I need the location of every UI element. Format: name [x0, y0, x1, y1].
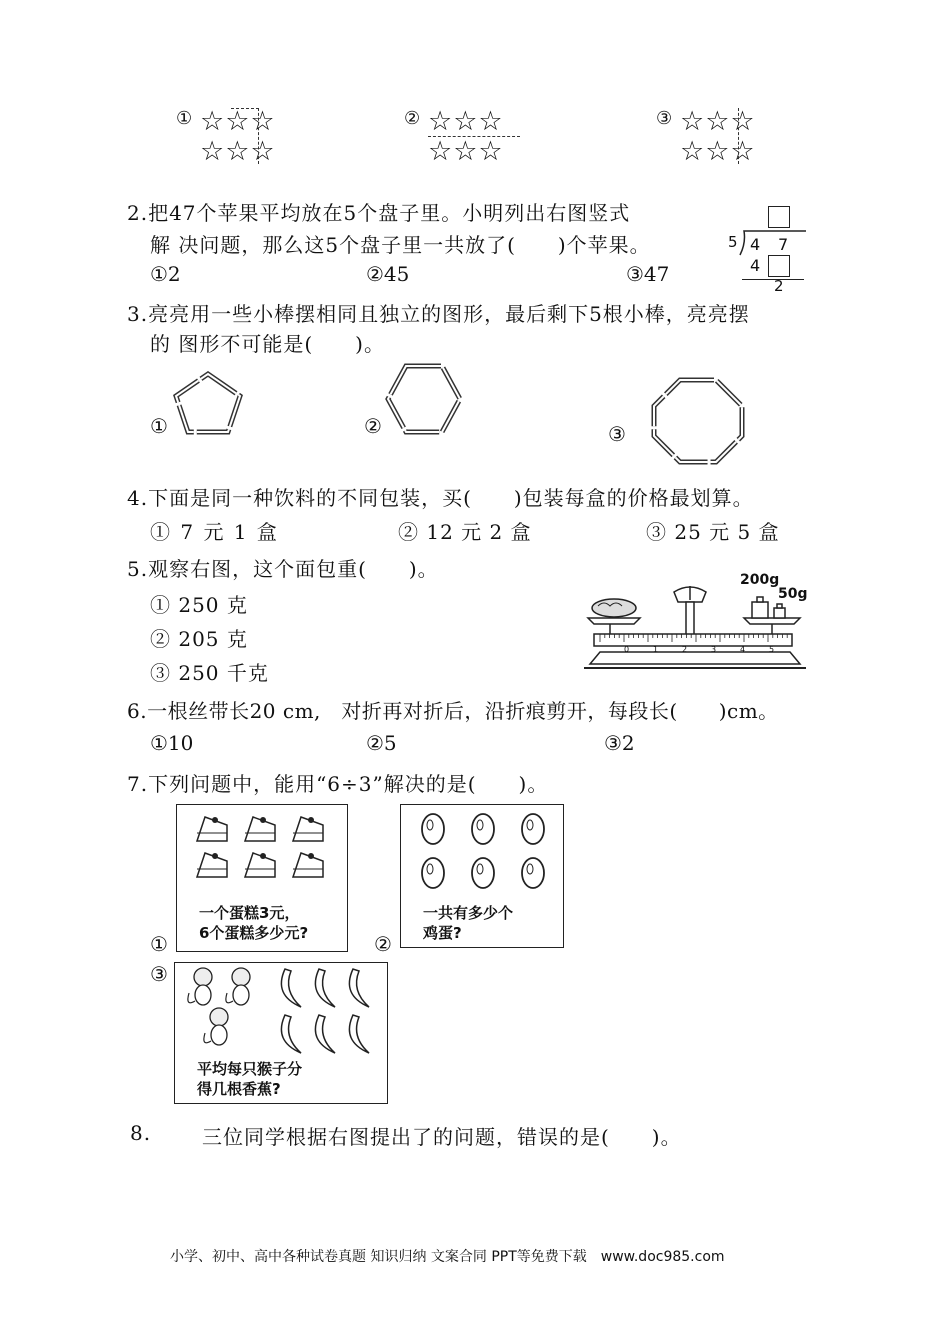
- scale-tick-label-0: 0: [624, 645, 630, 654]
- banana-icon: [281, 1015, 301, 1053]
- q3-option-2-marker[interactable]: ②: [364, 414, 382, 438]
- weight-label-50g: 50g: [778, 586, 808, 602]
- q1-option-2-stars-row2: ☆☆☆: [428, 136, 504, 167]
- q7-option-2-text-line-1: 一共有多少个: [423, 904, 514, 922]
- banana-icon: [349, 969, 369, 1007]
- product-box: [768, 255, 790, 277]
- egg-icon: [522, 858, 544, 888]
- q7-option-2-text: [423, 903, 513, 943]
- q2-line-2: 解 决问题，那么这5个盘子里一共放了( )个苹果。: [150, 233, 651, 257]
- q5-balance-scale-figure: [580, 572, 810, 680]
- hexagon-sticks: [386, 362, 462, 436]
- q7-option-1[interactable]: [150, 800, 350, 956]
- banana-icon: [281, 969, 301, 1007]
- egg-icon: [422, 814, 444, 844]
- q1-option-3-marker: ③: [656, 108, 673, 129]
- q7-option-3-marker: ③: [150, 962, 168, 986]
- scale-tick-label-2: 2: [682, 645, 688, 654]
- quotient-box: [768, 206, 790, 228]
- q3-option-3-marker[interactable]: ③: [608, 422, 626, 446]
- q1-option-2-dashed-divider: [428, 136, 520, 137]
- q6-line-1: 6.一根丝带长20 cm, 对折再对折后，沿折痕剪开，每段长( )cm。: [127, 699, 779, 723]
- q7-option-1-text-line-1: 一个蛋糕3元，: [199, 904, 300, 922]
- q2-option-2[interactable]: ②45: [366, 262, 410, 286]
- q2-long-division-figure: [728, 203, 818, 295]
- banana-icon: [315, 1015, 335, 1053]
- product-tens: 4: [750, 256, 761, 275]
- cake-icon: [293, 817, 323, 841]
- scale-tick-label-4: 4: [740, 645, 746, 654]
- monkey-icon: [226, 968, 250, 1005]
- q5-option-2[interactable]: ② 205 克: [150, 627, 248, 651]
- q7-option-3-frame: [174, 962, 388, 1104]
- pentagon-sticks: [172, 370, 244, 436]
- q8-line-1: 三位同学根据右图提出了的问题，错误的是( )。: [202, 1125, 682, 1149]
- q1-option-1-dashed-top: [231, 108, 259, 109]
- page-footer: 小学、初中、高中各种试卷真题 知识归纳 文案合同 PPT等免费下载 www.doc985.com: [170, 1249, 725, 1265]
- q2-option-1[interactable]: ①2: [150, 262, 181, 286]
- q3-line-2: 的 图形不可能是( )。: [150, 332, 385, 356]
- q7-option-2[interactable]: [374, 800, 566, 956]
- q7-option-2-frame: [400, 804, 564, 948]
- q6-option-2[interactable]: ②5: [366, 731, 397, 755]
- banana-icon: [349, 1015, 369, 1053]
- weight-label-200g: 200g: [740, 572, 780, 588]
- remainder: 2: [774, 277, 784, 295]
- scale-tick-label-5: 5: [769, 645, 775, 654]
- egg-icon: [472, 814, 494, 844]
- q4-line-1: 4.下面是同一种饮料的不同包装，买( )包装每盒的价格最划算。: [127, 486, 754, 510]
- balance-scale-drawing: [580, 572, 810, 680]
- q7-option-3[interactable]: [150, 960, 390, 1106]
- egg-icon: [522, 814, 544, 844]
- q1-option-1-marker: ①: [176, 108, 193, 129]
- monkey-icon: [188, 968, 212, 1005]
- q1-option-2-marker: ②: [404, 108, 421, 129]
- q6-option-1[interactable]: ①10: [150, 731, 194, 755]
- q1-option-1-dashed-divider: [258, 108, 259, 164]
- q1-option-3-stars-row1: ☆☆☆: [680, 106, 756, 137]
- monkey-banana-icons: [175, 963, 387, 1059]
- cake-icon: [293, 853, 323, 877]
- egg-icon: [422, 858, 444, 888]
- q2-line-1: 2.把47个苹果平均放在5个盘子里。小明列出右图竖式: [127, 201, 631, 225]
- cake-icons: [177, 805, 347, 885]
- subtraction-line: [742, 279, 804, 280]
- dividend-tens: 4: [750, 235, 761, 254]
- q1-option-3-dashed-divider: [738, 108, 739, 164]
- q4-option-2[interactable]: ② 12 元 2 盒: [398, 520, 532, 544]
- q3-line-1: 3.亮亮用一些小棒摆相同且独立的图形，最后剩下5根小棒，亮亮摆: [127, 302, 750, 326]
- dividend-ones: 7: [778, 235, 789, 254]
- q7-line-1: 7.下列问题中，能用“6÷3”解决的是( )。: [127, 772, 549, 796]
- q7-option-2-text-line-2: 鸡蛋?: [423, 924, 462, 942]
- q1-option-1-stars-row2: ☆☆☆: [200, 136, 276, 167]
- q3-option-1-marker[interactable]: ①: [150, 414, 168, 438]
- q7-option-1-text-line-2: 6个蛋糕多少元?: [199, 924, 309, 942]
- q4-option-1[interactable]: ① 7 元 1 盒: [150, 520, 279, 544]
- egg-icon: [472, 858, 494, 888]
- q1-option-1-stars-row1: ☆☆☆: [200, 106, 276, 137]
- q7-option-1-text: [199, 903, 308, 943]
- q1-option-3-stars-row2: ☆☆☆: [680, 136, 756, 167]
- cake-icon: [197, 853, 227, 877]
- q8-number: 8.: [130, 1121, 152, 1145]
- cake-icon: [245, 817, 275, 841]
- egg-icons: [401, 805, 563, 895]
- q5-line-1: 5.观察右图，这个面包重( )。: [127, 557, 439, 581]
- q4-option-3[interactable]: ③ 25 元 5 盒: [646, 520, 780, 544]
- q2-option-3[interactable]: ③47: [626, 262, 670, 286]
- cake-icon: [197, 817, 227, 841]
- q6-option-3[interactable]: ③2: [604, 731, 635, 755]
- q7-option-1-marker: ①: [150, 932, 168, 956]
- monkey-icon: [204, 1008, 228, 1045]
- q5-option-3[interactable]: ③ 250 千克: [150, 661, 269, 685]
- divisor: 5: [728, 233, 738, 251]
- q5-option-1[interactable]: ① 250 克: [150, 593, 248, 617]
- q7-option-3-text-line-2: 得几根香蕉?: [197, 1080, 281, 1098]
- scale-tick-label-3: 3: [711, 645, 717, 654]
- banana-icon: [315, 969, 335, 1007]
- q7-option-3-text-line-1: 平均每只猴子分: [197, 1060, 303, 1078]
- q7-option-1-frame: [176, 804, 348, 952]
- q7-option-2-marker: ②: [374, 932, 392, 956]
- q1-option-2-stars-row1: ☆☆☆: [428, 106, 504, 137]
- scale-tick-label-1: 1: [653, 645, 659, 654]
- cake-icon: [245, 853, 275, 877]
- octagon-sticks: [650, 376, 746, 466]
- q7-option-3-text: [197, 1059, 302, 1099]
